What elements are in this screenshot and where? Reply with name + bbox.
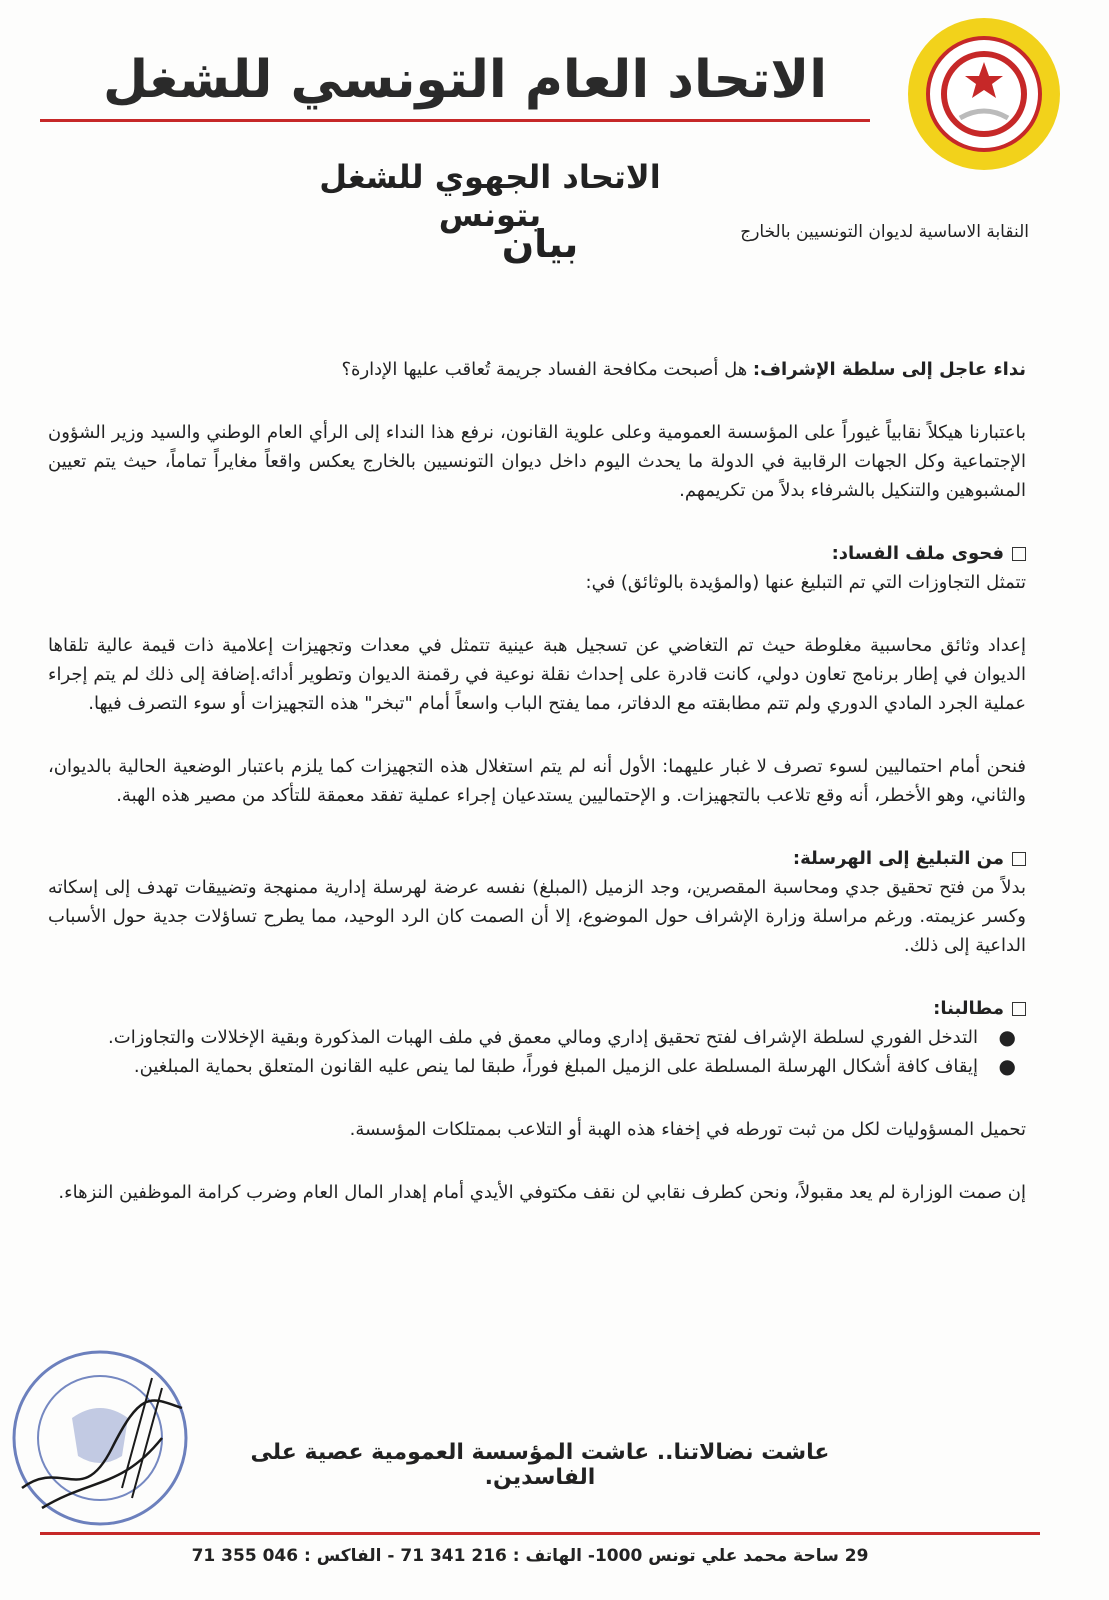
list-item (48, 1023, 1016, 1052)
urgent-call (48, 355, 1026, 384)
union-stamp (2, 1338, 212, 1538)
intro-paragraph: باعتبارنا هيكلاً نقابياً غيوراً على المؤسسة العمومية وعلى علوية القانون، نرفع هذا النداء إلى الرأي العام الوطني والسيد وزير الشؤون الإجتماعية وكل الجهات الرقابية في الدولة ما يحدث اليوم داخل ديوان التونسيين بالخارج يعكس واقعاً مغايراً تماماً، حيث يتم تعيين المشبوهين والتنكيل بالشرفاء بدلاً من تكريمهم. (48, 422, 1026, 501)
bullet-icon: ● (998, 1054, 1016, 1078)
regional-union-title: الاتحاد الجهوي للشغل بتونس (319, 158, 661, 234)
list-item (48, 1052, 1016, 1081)
urgent-call-lead: نداء عاجل إلى سلطة الإشراف: (752, 359, 1026, 380)
section-corruption-paragraph: فنحن أمام احتماليين لسوء تصرف لا غبار عليهما: الأول أنه لم يتم استغلال هذه التجهيزات كما يلزم باعتبار الوضعية الحالية بالديوان، والثاني، وهو الأخطر، أنه وقع تلاعب بالتجهيزات. و الإحتماليين يستدعيان إجراء عملية تفقد معمقة للتأكد من مصير هذه الهبة. (48, 756, 1026, 806)
demand-text: التدخل الفوري لسلطة الإشراف لفتح تحقيق إداري ومالي معمق في ملف الهبات المذكورة وبقية الإخلالات والتجاوزات. (108, 1027, 978, 1048)
section-harassment-heading (48, 844, 1026, 873)
section-heading-label: من التبليغ إلى الهرسلة: (792, 848, 1004, 869)
footer-divider (40, 1532, 1040, 1535)
section-heading-label: فحوى ملف الفساد: (831, 543, 1004, 564)
section-corruption-paragraph: إعداد وثائق محاسبية مغلوطة حيث تم التغاضي عن تسجيل هبة عينية تتمثل في معدات وتجهيزات إعلامية ذات قيمة عالية تلقاها الديوان في إطار برنامج تعاون دولي، كانت قادرة على إحداث نقلة نوعية في رقمنة الديوان وتطوير أدائه.إضافة إلى ذلك لم يتم إجراء عملية الجرد المادي الدوري ولم تتم مطابقته مع الدفاتر، مما يفتح الباب واسعاً أمام "تبخر" هذه التجهيزات أو سوء التصرف فيها. (48, 635, 1026, 714)
section-demands-heading (48, 994, 1026, 1023)
section-corruption-intro: تتمثل التجاوزات التي تم التبليغ عنها (والمؤيدة بالوثائق) في: (585, 572, 1026, 593)
section-harassment-paragraph: بدلاً من فتح تحقيق جدي ومحاسبة المقصرين، وجد الزميل (المبلغ) نفسه عرضة لهرسلة إدارية ممنهجة وتضييقات تهدف إلى إسكاته وكسر عزيمته. ورغم مراسلة وزارة الإشراف حول الموضوع، إلا أن الصمت كان الرد الوحيد، مما يطرح تساؤلات جدية حول الأسباب الداعية إلى ذلك. (48, 877, 1026, 956)
checkbox-icon (1012, 547, 1026, 561)
title-divider (40, 119, 870, 122)
checkbox-icon (1012, 852, 1026, 866)
section-corruption-heading (48, 539, 1026, 568)
closing-slogan: عاشت نضالاتنا.. عاشت المؤسسة العمومية عصية على الفاسدين. (250, 1440, 830, 1490)
responsibility-paragraph: تحميل المسؤوليات لكل من ثبت تورطه في إخفاء هذه الهبة أو التلاعب بممتلكات المؤسسة. (349, 1119, 1026, 1140)
section-heading-label: مطالبنا: (933, 998, 1004, 1019)
footer-address: 29 ساحة محمد علي تونس 1000- الهاتف : 216 341 71 - الفاكس : 046 355 71 (191, 1546, 869, 1566)
statement-title: بيان (501, 222, 579, 266)
checkbox-icon (1012, 1002, 1026, 1016)
demand-text: إيقاف كافة أشكال الهرسلة المسلطة على الزميل المبلغ فوراً، طبقا لما ينص عليه القانون المتعلق بحماية المبلغين. (133, 1056, 978, 1077)
statement-body (48, 355, 1026, 1207)
demands-list (48, 1023, 1026, 1081)
warning-paragraph: إن صمت الوزارة لم يعد مقبولاً، ونحن كطرف نقابي لن نقف مكتوفي الأيدي أمام إهدار المال العام وضرب كرامة الموظفين النزهاء. (58, 1182, 1026, 1203)
union-name: النقابة الاساسية لديوان التونسيين بالخارج (740, 222, 1029, 242)
urgent-call-text: هل أصبحت مكافحة الفساد جريمة تُعاقب عليها الإدارة؟ (341, 359, 753, 380)
organization-title: الاتحاد العام التونسي للشغل (102, 50, 828, 110)
bullet-icon: ● (998, 1025, 1016, 1049)
ugtt-logo (904, 14, 1064, 174)
